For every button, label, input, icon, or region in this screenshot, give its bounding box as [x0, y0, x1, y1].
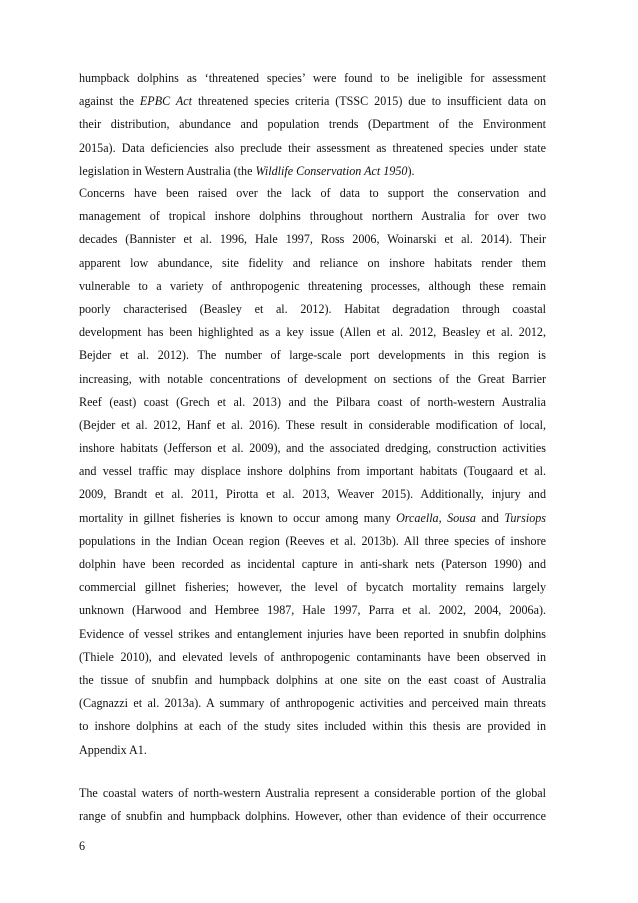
- paragraph-epbc-assessment: [79, 67, 546, 183]
- italic-text: EPBC Act: [139, 94, 192, 109]
- text-line: [79, 782, 546, 805]
- text-run: dolphin have been recorded as incidental capture in anti-shark nets (Paterson 1990) and: [79, 557, 546, 571]
- text-line: [79, 805, 546, 828]
- text-line: [79, 368, 546, 391]
- text-run: commercial gillnet fisheries; however, the level of bycatch mortality remains largely: [79, 580, 546, 595]
- text-line: [79, 67, 546, 90]
- text-line: [79, 646, 546, 669]
- text-run: apparent low abundance, site fidelity and reliance on inshore habitats render them: [79, 255, 546, 270]
- text-line: [79, 739, 546, 762]
- text-run: and vessel traffic may displace inshore dolphins from important habitats (Tougaard et al.: [79, 464, 546, 479]
- text-line: [79, 715, 546, 738]
- text-run: (Cagnazzi et al. 2013a). A summary of anthropogenic activities and perceived main threats: [79, 696, 546, 711]
- text-run: Bejder et al. 2012). The number of large-scale port developments in this region is: [79, 348, 546, 363]
- text-run: Evidence of vessel strikes and entanglement injuries have been reported in snubfin dolphins: [79, 626, 546, 641]
- text-line: [79, 576, 546, 599]
- text-run: ).: [407, 163, 415, 178]
- text-line: [79, 692, 546, 715]
- text-run: Reef (east) coast (Grech et al. 2013) and the Pilbara coast of north-western Australia: [79, 394, 546, 409]
- italic-text: Wildlife Conservation Act 1950: [255, 163, 408, 178]
- paragraph-threats-inshore-dolphins: [79, 182, 546, 762]
- text-line: [79, 460, 546, 483]
- text-run: poorly characterised (Beasley et al. 2012). Habitat degradation through coastal: [79, 301, 546, 316]
- page-number: 6: [79, 839, 86, 853]
- text-line: [79, 414, 546, 437]
- text-run: to inshore dolphins at each of the study sites included within this thesis are provided in: [79, 719, 546, 734]
- text-run: Appendix A1.: [79, 742, 147, 757]
- text-line: [79, 228, 546, 251]
- text-run: populations in the Indian Ocean region (Reeves et al. 2013b). All three species of inshore: [79, 533, 546, 548]
- text-run: inshore habitats (Jefferson et al. 2009), and the associated dredging, construction activities: [79, 441, 546, 456]
- text-run: development has been highlighted as a key issue (Allen et al. 2012, Beasley et al. 2012,: [79, 325, 546, 340]
- text-run: the tissue of snubfin and humpback dolphins at one site on the east coast of Australia: [79, 672, 546, 687]
- text-line: [79, 623, 546, 646]
- text-run: their distribution, abundance and population trends (Department of the Environment: [79, 117, 546, 132]
- paragraph-north-western-australia: [79, 782, 546, 828]
- text-line: [79, 507, 546, 530]
- text-run: management of tropical inshore dolphins throughout northern Australia for over two: [79, 209, 546, 224]
- italic-text: Tursiops: [504, 510, 546, 525]
- text-run: unknown (Harwood and Hembree 1987, Hale 1997, Parra et al. 2002, 2004, 2006a).: [79, 603, 546, 618]
- text-line: [79, 530, 546, 553]
- text-run: against the: [79, 94, 140, 109]
- text-run: threatened species criteria (TSSC 2015) due to insufficient data on: [192, 94, 546, 109]
- text-line: [79, 344, 546, 367]
- text-line: [79, 182, 546, 205]
- text-run: vulnerable to a variety of anthropogenic threatening processes, although these remain: [79, 278, 546, 293]
- text-run: (Thiele 2010), and elevated levels of anthropogenic contaminants have been observed in: [79, 649, 546, 664]
- text-run: 2009, Brandt et al. 2011, Pirotta et al. 2013, Weaver 2015). Additionally, injury and: [79, 487, 546, 502]
- text-run: humpback dolphins as ‘threatened species’ were found to be ineligible for assessment: [79, 71, 546, 85]
- text-line: [79, 160, 546, 183]
- text-line: [79, 275, 546, 298]
- text-line: [79, 553, 546, 576]
- text-line: [79, 391, 546, 414]
- text-run: decades (Bannister et al. 1996, Hale 1997, Ross 2006, Woinarski et al. 2014). Their: [79, 232, 546, 247]
- text-run: Concerns have been raised over the lack of data to support the conservation and: [79, 186, 546, 200]
- text-run: increasing, with notable concentrations of development on sections of the Great Barrier: [79, 371, 546, 386]
- text-line: [79, 669, 546, 692]
- text-run: range of snubfin and humpback dolphins. However, other than evidence of their occurrence: [79, 809, 546, 824]
- text-line: [79, 437, 546, 460]
- text-line: [79, 137, 546, 160]
- text-run: and: [475, 510, 505, 525]
- text-line: [79, 252, 546, 275]
- text-line: [79, 298, 546, 321]
- italic-text: Orcaella, Sousa: [396, 510, 476, 525]
- text-run: The coastal waters of north-western Australia represent a considerable portion of the global: [79, 786, 546, 800]
- text-run: legislation in Western Australia (the: [79, 163, 256, 178]
- text-line: [79, 113, 546, 136]
- text-run: 2015a). Data deficiencies also preclude their assessment as threatened species under state: [79, 140, 546, 155]
- text-line: [79, 483, 546, 506]
- text-line: [79, 205, 546, 228]
- text-run: (Bejder et al. 2012, Hanf et al. 2016). These result in considerable modification of local,: [79, 417, 546, 432]
- text-line: [79, 599, 546, 622]
- text-line: [79, 90, 546, 113]
- text-run: mortality in gillnet fisheries is known to occur among many: [79, 510, 397, 525]
- text-line: [79, 321, 546, 344]
